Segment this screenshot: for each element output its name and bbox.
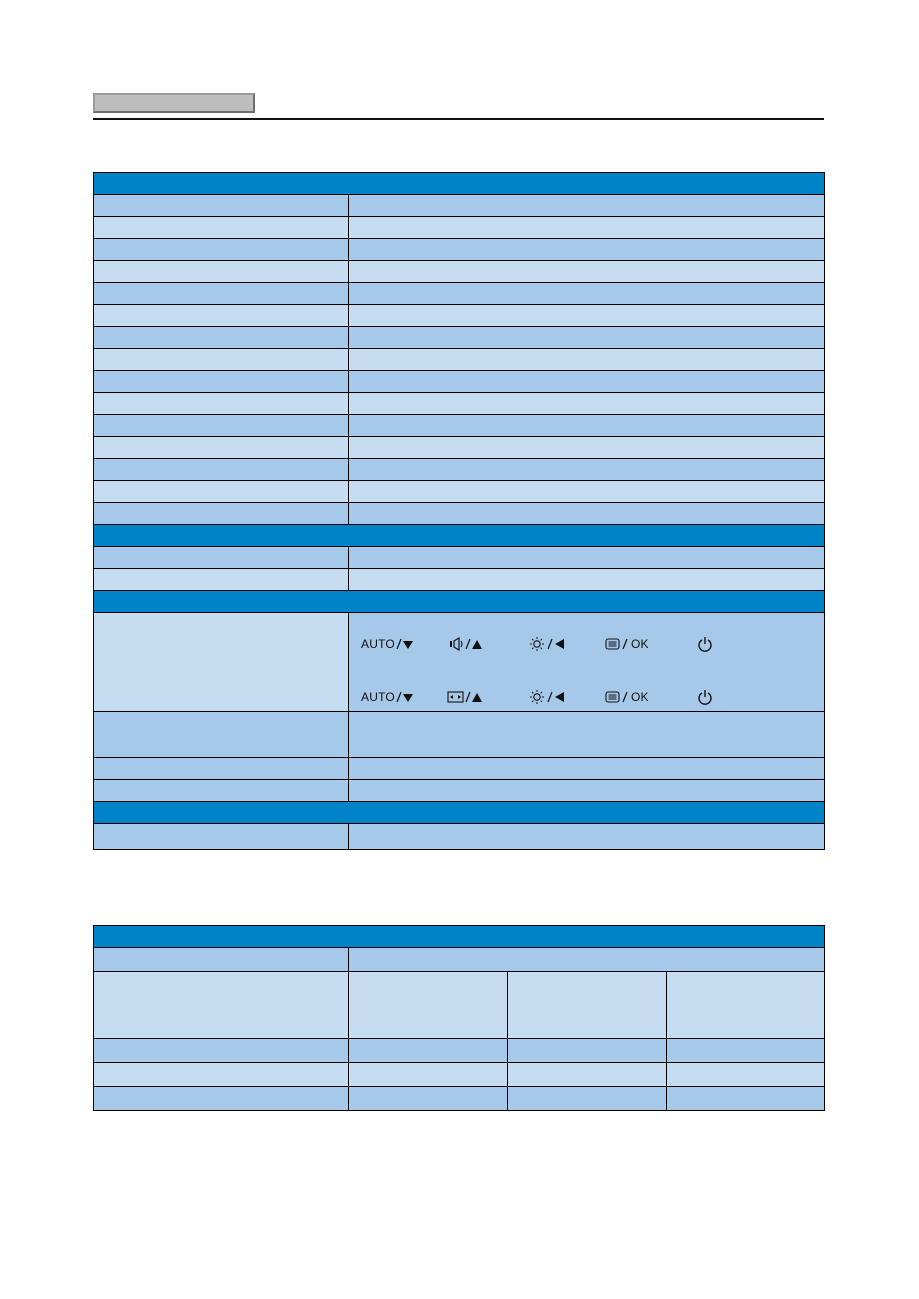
table-row [94,569,825,591]
power-icon [697,636,713,652]
menu-ok-icon: OK [605,635,649,653]
table-row [94,824,825,850]
table-row [94,1039,825,1063]
brightness-left-icon [529,689,569,705]
table-row [94,481,825,503]
section-header-picture [94,173,825,195]
table-row [94,948,825,972]
auto-down-icon: AUTO [361,635,415,653]
table-row [94,371,825,393]
table-row [94,1087,825,1111]
table-row [94,459,825,481]
power-icon [697,689,713,705]
table-row-controls [94,613,825,712]
table-row [94,1063,825,1087]
table-row [94,972,825,1039]
table-row [94,437,825,459]
table-row [94,239,825,261]
chapter-tab [93,93,255,113]
table-row [94,547,825,569]
table-row [94,393,825,415]
table-row [94,261,825,283]
spec-table-main [93,172,825,850]
table-row [94,712,825,758]
section-header-convenience [94,591,825,613]
auto-down-icon: AUTO [361,688,415,706]
section-header-power [94,926,825,948]
table-row [94,349,825,371]
section-header-stand [94,802,825,824]
menu-ok-icon: OK [605,688,649,706]
brightness-left-icon [529,636,569,652]
spec-table-power [93,925,825,1111]
table-row [94,758,825,780]
table-row [94,327,825,349]
table-row [94,195,825,217]
header-rule [93,118,824,120]
table-row [94,415,825,437]
table-row [94,217,825,239]
table-row [94,503,825,525]
volume-up-icon [449,637,487,651]
aspect-up-icon [447,690,487,704]
table-row [94,305,825,327]
table-row [94,283,825,305]
section-header-connectivity [94,525,825,547]
table-row [94,780,825,802]
